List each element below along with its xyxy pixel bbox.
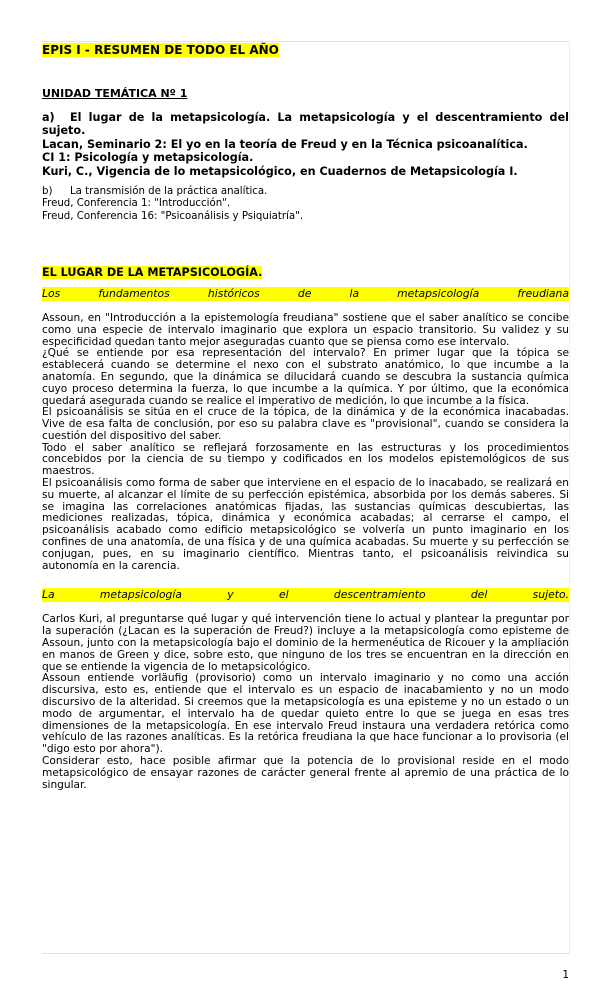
paragraphs-descentramiento: [42, 614, 569, 791]
item-b-label: b): [42, 186, 53, 198]
topic-item-a: [42, 111, 569, 178]
paragraph: Assoun entiende vorläufig (provisorio) como un intervalo imaginario y no como una acción discursiva, esto es, entiende que el intervalo es un espacio de inacabamiento y no un modo discursivo de la alteridad. Si creemos que la metapsicología es una episteme y no un estado o un modo de argumentar, el intervalo ha de quedar quieto entre lo que se juega en esas tres dimensiones de la metapsicología. En ese intervalo Freud instaura una verdadera retórica como vehículo de las razones analíticas. Es la retórica freudiana la que hace funcionar a lo provisoria (el "digo esto por ahora").: [42, 672, 569, 756]
page-frame-right: [569, 41, 570, 953]
page-frame-bottom: [42, 953, 570, 954]
subheading-fundamentos: Los fundamentos históricos de la metapsicología freudiana: [42, 286, 569, 300]
document-title: EPIS I - RESUMEN DE TODO EL AÑO: [42, 43, 279, 57]
unit-heading: UNIDAD TEMÁTICA Nº 1: [42, 87, 188, 100]
paragraph: Assoun, en "Introducción a la epistemología freudiana" sostiene que el saber analítico se concibe como una especie de intervalo imaginario que explora un espacio transitorio. Su validez y su especificidad quedan tanto mejor aseguradas cuanto que se piensa como ese intervalo.: [42, 311, 569, 348]
paragraph: ¿Qué se entiende por esa representación del intervalo? En primer lugar que la tópica se establecerá cuando se determine el nexo con el substrato anatómico, lo que incumbe a la anatomía. En segundo, que la dinámica se dilucidará cuando se descubra la sustancia química cuyo proceso determina la fuerza, lo que incumbe a la química. Y por último, que la económica quedará asegurada cuando se realice el imperativo de medición, lo que incumbe a la física.: [42, 347, 569, 407]
document-body: [42, 43, 569, 791]
item-b-line: Freud, Conferencia 16: "Psicoanálisis y Psiquiatría".: [42, 210, 304, 222]
item-a-line: Kuri, C., Vigencia de lo metapsicológico, en Cuadernos de Metapsicología I.: [42, 164, 518, 178]
paragraph: El psicoanálisis se sitúa en el cruce de la tópica, de la dinámica y de la económica inacabadas. Vive de esa falta de conclusión, por eso su palabra clave es "provisional", cuando se considera la cuestión del dispositivo del saber.: [42, 406, 569, 442]
section-title: EL LUGAR DE LA METAPSICOLOGÍA.: [42, 265, 263, 279]
paragraph: Considerar esto, hace posible afirmar que la potencia de lo provisional reside en el modo metapsicológico de ensayar razones de carácter general frente al apremio de una práctica de lo singular.: [42, 755, 569, 791]
paragraphs-fundamentos: [42, 313, 569, 573]
topic-item-b: [42, 186, 569, 223]
page-frame-top: [42, 41, 570, 42]
paragraph: Carlos Kuri, al preguntarse qué lugar y qué intervención tiene lo actual y plantear la preguntar por la superación (¿Lacan es la superación de Freud?) incluye a la metapsicología como episteme de Assoun, junto con la metapsicología bajo el dominio de la hermenéutica de Ricouer y la ampliación en manos de Green y dice, sobre esto, que ninguno de los tres se encuentran en la dirección en que se entiende la vigencia de lo metapsicológico.: [42, 613, 569, 673]
item-b-line: Freud, Conferencia 1: "Introducción".: [42, 198, 231, 210]
page-number: 1: [562, 969, 569, 981]
item-b-line: La transmisión de la práctica analítica.: [70, 186, 268, 198]
item-a-label: a): [42, 111, 55, 124]
paragraph: Todo el saber analítico se reflejará forzosamente en las estructuras y los procedimientos concebidos por la ciencia de su tiempo y codificados en los modelos epistemológicos de sus maestros.: [42, 441, 569, 478]
paragraph: El psicoanálisis como forma de saber que interviene en el espacio de lo inacabado, se realizará en su muerte, al alcanzar el límite de su perfección epistémica, absorbida por los demás saberes. Si se imagina las correlaciones anatómicas fijadas, las sustancias químicas descubiertas, las mediciones realizadas, tópica, dinámica y económica acabadas; al cerrarse el campo, el psicoanálisis acabado como edificio metapsicológico se volvería un punto imaginario en los confines de una anatomía, de una física y de una química acabadas. Su muerte y su perfección se conjugan, pues, en su imaginario científico. Mientras tanto, el psicoanálisis reivindica su autonomía en la carencia.: [42, 477, 569, 572]
item-a-line: CI 1: Psicología y metapsicología.: [42, 151, 254, 165]
item-a-line: El lugar de la metapsicología. La metapsicología y el descentramiento del sujeto.: [42, 111, 569, 138]
item-a-line: Lacan, Seminario 2: El yo en la teoría de Freud y en la Técnica psicoanalítica.: [42, 137, 528, 151]
subheading-descentramiento: La metapsicología y el descentramiento del sujeto.: [42, 588, 569, 602]
